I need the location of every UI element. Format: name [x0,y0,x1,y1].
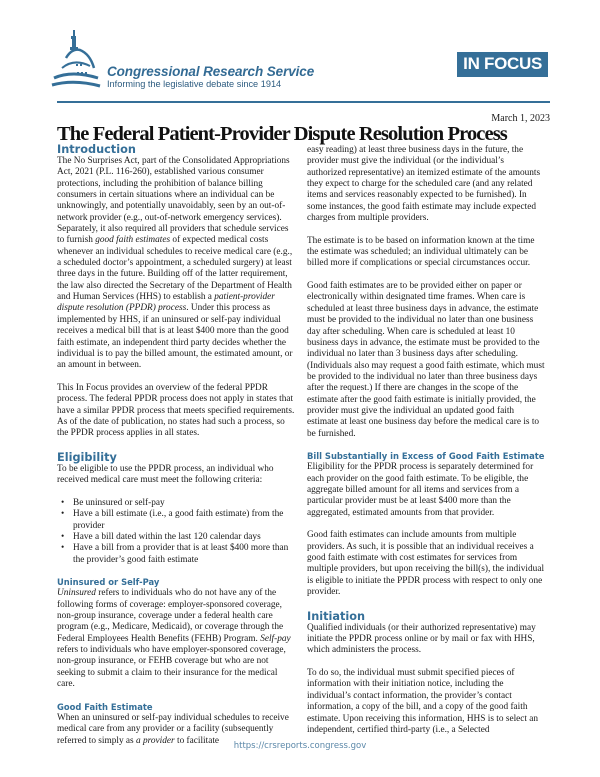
good-faith-paragraph-3: Good faith estimates are to be provided either on paper or electronically within designated time frames. When care is scheduled at least three business days in advance, the estimate must be provided to the individual no later than one business day after scheduling. When care is scheduled at least 10 business days in advance, the estimate must be provided to the individual no later than 3 business days after scheduling. (Individuals also may request a good faith estimate, which must be provided to the individual no later than three business days after the request.) If there are changes in the scope of the estimate after the good faith estimate is initially provided, the provider must give the individual an updated good faith estimate at least one business day before the medical care is to be furnished. [307,281,545,439]
list-item [61,497,295,509]
heading-introduction: Introduction [57,143,136,156]
page-title: The Federal Patient-Provider Dispute Resolution Process [57,123,507,145]
masthead [50,28,550,90]
footer-url-link[interactable]: https://crsreports.congress.gov [233,741,367,751]
bullet-icon: • [61,509,65,520]
good-faith-continued: easy reading) at least three business days in the future, the provider must give the individual (or the individual’s authorized representative) an itemized estimate of the amounts they expect to charge for the scheduled care (and any related items and services reasonably expected to be furnished). In some instances, the good faith estimate may include expected charges from multiple providers. [307,145,541,224]
brand [107,65,314,90]
intro-paragraph-1 [57,156,295,372]
right-column [307,145,545,748]
criterion-text: Have a bill dated within the last 120 calendar days [73,532,261,542]
intro-paragraph-2: This In Focus provides an overview of the federal PPDR process. The federal PPDR process does not apply in states that have a similar PPDR process that meets specified requirements. As of the date of publication, no states had such a process, so the PPDR process applies in all states. [57,382,295,439]
org-name: Congressional Research Service [107,64,315,79]
heading-uninsured-self-pay: Uninsured or Self-Pay [57,577,160,588]
publication-date: March 1, 2023 [491,113,550,124]
list-item [61,543,295,566]
eligibility-criteria-list [57,498,295,566]
heading-initiation: Initiation [307,609,366,623]
text: The No Surprises Act, part of the Consolidated Appropriations Act, 2021 (P.L. 116-260), established various consumer protections, including the prohibition of balance billing consumers in certain situations where an individual can be unknowingly, and potentially unavoidably, seen by an out-of-network provider (e.g., out-of-network emergency services). Separately, it also required all providers that schedule services to furnish [57,156,290,246]
uninsured-paragraph [57,588,295,690]
criterion-text: Be uninsured or self-pay [73,497,165,508]
text: . Under this process as implemented by HHS, if an uninsured or self-pay individual receives a medical bill that is at least $400 more than the good faith estimate, an independent third party decides whether the individual is to pay the billed amount, the estimated amount, or an amount in between. [57,303,293,371]
bullet-icon: • [61,543,65,554]
text: to facilitate [174,735,220,746]
list-item [61,532,295,543]
heading-bill-excess: Bill Substantially in Excess of Good Faith Estimate [307,451,545,462]
tagline: Informing the legislative debate since 1914 [107,79,282,89]
term-uninsured: Uninsured [57,588,96,599]
bullet-icon: • [61,497,65,508]
excess-paragraph-1: Eligibility for the PPDR process is separately determined for each provider on the good faith estimate. To be eligible, the aggregate billed amount for all items and services from a particular provider must be at least $400 more than the aggregated, estimated amounts from that provider. [307,462,534,518]
bullet-icon: • [61,532,65,542]
good-faith-paragraph-2: The estimate is to be based on information known at the time the estimate was scheduled; an individual ultimately can be billed more if complications or special circumstances occur. [307,235,535,269]
in-focus-badge: IN FOCUS [457,52,548,77]
capitol-dome-icon [50,28,102,88]
list-item [61,509,295,532]
initiation-paragraph-2: To do so, the individual must submit specified pieces of information with their initiation notice, including the individual’s contact information, the provider’s contact information, a copy of the bill, and a copy of the good faith estimate. Upon receiving this information, HHS is to select an independent, certified third-party (i.e., a Selected [307,668,539,735]
eligibility-intro: To be eligible to use the PPDR process, an individual who received medical care must meet the following criteria: [57,463,274,486]
text: refers to individuals who have employer-sponsored coverage, non-group insurance, or FEHB coverage but who are not seeking to submit a claim to their insurance for the medical care. [57,645,286,690]
criterion-text: Have a bill from a provider that is at least $400 more than the provider’s good faith estimate [73,543,289,565]
text: When an uninsured or self-pay individual schedules to receive medical care from any provider or a facility (subsequently referred to simply as [57,712,289,746]
heading-eligibility: Eligibility [57,450,117,464]
header-divider [57,101,550,103]
text: refers to individuals who do not have any of the following forms of coverage: employer-sponsored coverage, non-group insurance, coverage under a federal health care program (e.g., Medicare, Medicaid), or coverage through the Federal Employees Health Benefits (FEHB) Program. [57,588,284,644]
term-ppdr: patient-provider dispute resolution (PPDR) process [57,292,275,314]
initiation-paragraph-1: Qualified individuals (or their authorized representative) may initiate the PPDR process online or by mail or fax with HHS, which administers the process. [307,622,536,656]
term-a-provider: a provider [136,735,175,746]
heading-good-faith-estimate: Good Faith Estimate [57,701,153,712]
left-column [57,143,295,758]
excess-paragraph-2: Good faith estimates can include amounts from multiple providers. As such, it is possible that an individual receives a good faith estimate with cost estimates for services from multiple providers, but upon receiving the bill(s), the individual is eligible to initiate the PPDR process with respect to only one provider. [307,530,545,598]
criterion-text: Have a bill estimate (i.e., a good faith estimate) from the provider [73,509,284,531]
term-self-pay: Self-pay [260,633,291,644]
term-good-faith-estimates: good faith estimates [95,235,171,246]
text: of expected medical costs whenever an individual schedules to receive medical care (e.g., a scheduled doctor’s appointment, a scheduled surgery) at least three days in the future. Building off of the latter requirement, the law also directed the Secretary of the Department of Health and Human Services (HHS) to establish a [57,235,293,303]
